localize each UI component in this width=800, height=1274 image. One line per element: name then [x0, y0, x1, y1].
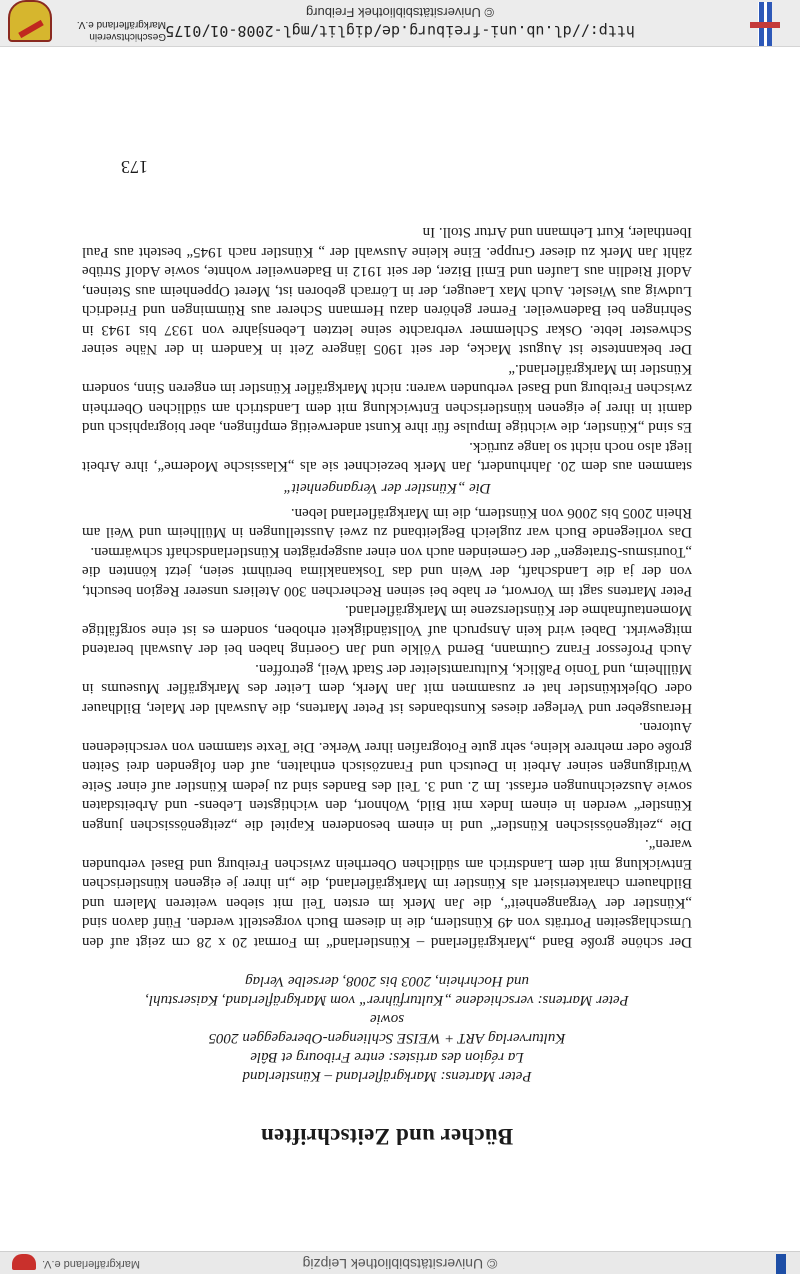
page-title: Bücher und Zeitschriften: [260, 1124, 514, 1149]
page-number: 173: [121, 157, 148, 177]
footer-strip: [0, 0, 800, 47]
coat-of-arms-icon: [12, 1254, 36, 1270]
paragraph: Das vorliegende Buch war zugleich Begleitband zu zwei Ausstellungen in Müllheim und Weil am Rhein 2005 bis 2006 von Künstlern, die im Markgräflerland leben.: [82, 505, 692, 541]
footer-credit: © Universitätsbibliothek Freiburg: [305, 5, 495, 20]
paragraph: stammen aus dem 20. Jahrhundert, Jan Merk bezeichnet sie als „Klassische Moderne“, ihre Arbeit liegt also noch nicht so lange zurück.: [82, 439, 692, 475]
header-strip: [0, 1251, 800, 1274]
paragraph: Es sind „Künstler, die wichtige Impulse für ihre Kunst anderweitig empfingen, aber biographisch und damit in ihrer je eigenen künstlerischen Entwicklung mit dem Landstrich am südlichen Oberrhein zwischen Freiburg und Basel verbunden waren: nicht Markgräfler Künstler im engeren Sinn, sondern Künstler im Markgräflerland.“: [82, 361, 692, 436]
page-content: [82, 222, 692, 1149]
society-name: [56, 18, 166, 42]
header-credit: © Universitätsbibliothek Leipzig: [302, 1256, 498, 1272]
paragraph: Herausgeber und Verleger dieses Kunstbandes ist Peter Martens, die Auswahl der Maler, Bildhauer oder Objektkünstler hat er zusammen mit Jan Merk, dem Leiter des Markgräfler Museums in Müllheim, und Tonio Paßlick, Kulturamtsleiter der Stadt Weil, getroffen.: [82, 661, 692, 716]
paragraph: Der schöne große Band „Markgräflerland – Künstlerland“ im Format 20 x 28 cm zeigt auf den Umschlagseiten Porträts von 49 Künstlern, die in diesem Buch vorgestellt werden. Fünf davon sind „Künstler der Vergangenheit“, die Jan Merk im ersten Teil mit sieben weiteren Malern und Bildhauern charakterisiert als Künstler im Markgräflerland, die „in ihrer je eigenen künstlerischen Entwicklung mit dem Landstrich am südlichen Oberrhein zwischen Freiburg und Basel verbunden waren“.: [82, 836, 692, 950]
book-references: [82, 971, 692, 1085]
reference-line: Peter Martens: Markgräflerland – Künstlerland: [242, 1068, 532, 1084]
reference-line: Kulturverlag ART + WEISE Schliengen-Oberegeggen 2005: [208, 1030, 566, 1046]
permalink-url[interactable]: http://dl.ub.uni-freiburg.de/diglit/mgl-2008-01/0175: [165, 22, 635, 40]
society-logo-icon: [8, 0, 52, 42]
header-society-label: Markgräflerland e.V.: [42, 1258, 141, 1270]
society-line: Markgräflerland e.V.: [76, 19, 166, 30]
article-body: [82, 222, 692, 951]
reference-line: sowie: [369, 1011, 405, 1027]
society-line: Geschichtsverein: [89, 31, 166, 42]
paragraph: Die „zeitgenössischen Künstler“ und in einem besonderen Kapitel die „zeitgenössischen jungen Künstler“ werden in einem Index mit Bild, Wohnort, den wichtigsten Lebens- und Arbeitsdaten sowie Auszeichnungen erfasst. Im 2. und 3. Teil des Bandes sind zu jedem Künstler auf einer Seite Würdigungen seiner Arbeit in Deutsch und Französisch enthalten, auf den folgenden drei Seiten große oder mehrere kleine, sehr gute Fotografien ihrer Werke. Die Texte stammen von verschiedenen Autoren.: [82, 719, 692, 833]
paragraph: Der bekannteste ist August Macke, der seit 1905 längere Zeit in Kandern in der Nähe seiner Schwester lebte. Oskar Schlemmer verbrachte seine letzten Lebensjahre von 1937 bis 1943 in Sehringen bei Badenweiler. Ferner gehören dazu Hermann Scherer aus Rümmingen und Friedrich Ludwig aus Wieslet. Auch Max Laeuger, der in Lörrach geboren ist, Meret Oppenheim aus Steinen, Adolf Riedlin aus Laufen und Emil Bizer, der seit 1912 in Badenweiler wohnte, sowie Adolf Strübe zählt Jan Merk zu dieser Gruppe. Eine kleine Auswahl der „ Künstler nach 1945“ besteht aus Paul Ibenthaler, Kurt Lehmann und Artur Stoll. In: [82, 224, 692, 358]
reference-line: und Hochrhein, 2003 bis 2008, derselbe Verlag: [245, 973, 529, 989]
reference-line: Peter Martens: verschiedene „Kulturführer“ vom Markgräflerland, Kaiserstuhl,: [145, 992, 629, 1008]
paragraph: Auch Professor Franz Gutmann, Bernd Völkle und Jan Goering haben bei der Auswahl beratend mitgewirkt. Dabei wird kein Anspruch auf Vollständigkeit erhoben, sondern es ist eine sorgfältige Momentaufnahme der Künstlerszene im Markgräflerland.: [82, 602, 692, 658]
reference-line: La région des artistes: entre Fribourg et Bâle: [250, 1049, 524, 1065]
paragraph: Peter Martens sagt im Vorwort, er habe bei seinen Recherchen 300 Ateliers unserer Region besucht, von der ja die Landschaft, der Wein und das Toskanaklima berühmt seien, jetzt könnten die „Tourismus-Strategen“ der Gemeinden auch von einer ausgeprägten Künstlerlandschaft schwärmen.: [82, 544, 692, 599]
section-subheading: Die „Künstler der Vergangenheit“: [283, 480, 491, 497]
